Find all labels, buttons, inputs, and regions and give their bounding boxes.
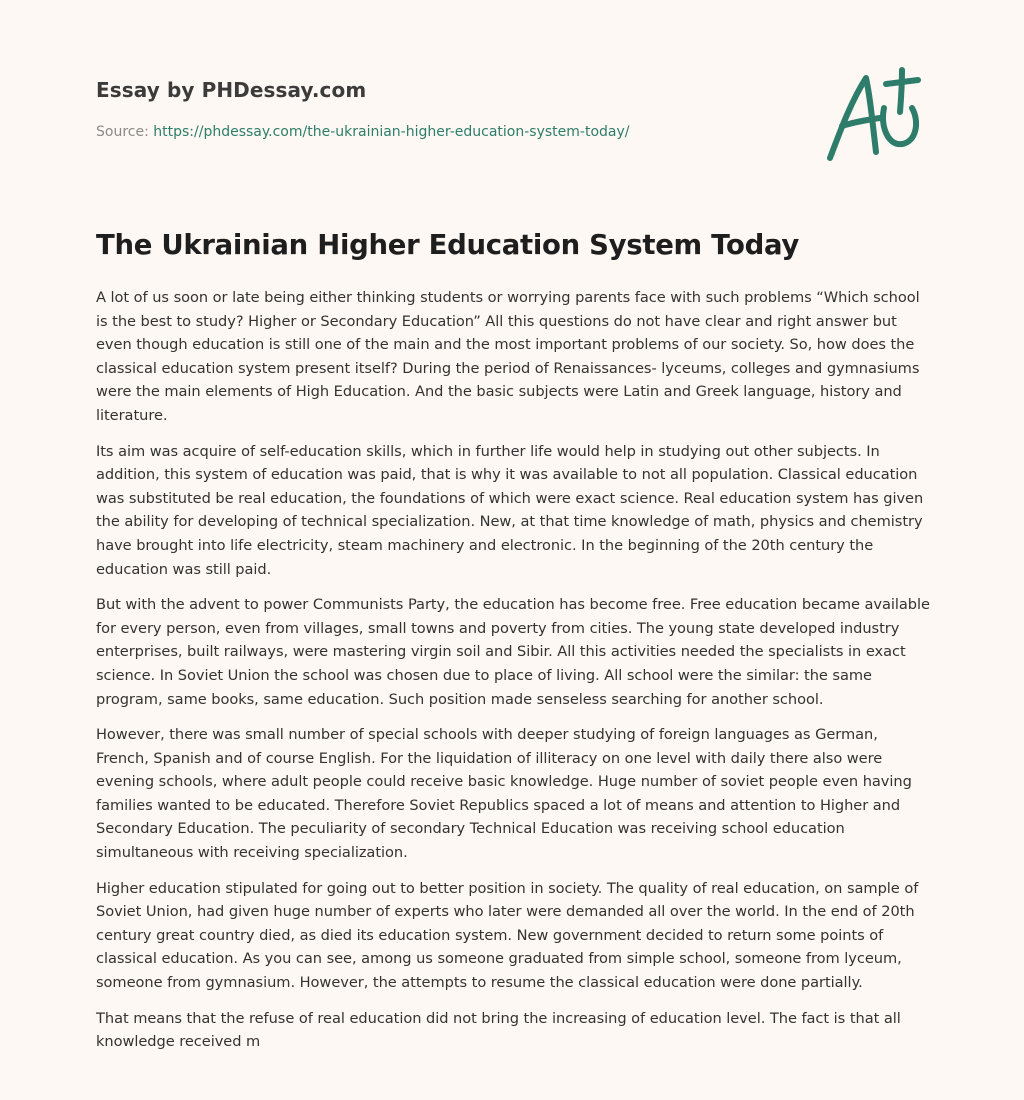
a-plus-grade-icon (820, 66, 930, 166)
brand-title: Essay by PHDessay.com (96, 78, 367, 102)
source-line (96, 122, 796, 142)
essay-paragraph: Higher education stipulated for going out to better position in society. The quality of real education, on sample of Soviet Union, had given huge number of experts who later were demanded all over the world. In the end of 20th century great country died, as died its education system. New government decided to return some points of classical education. As you can see, among us someone graduated from simple school, someone from lyceum, someone from gymnasium. However, the attempts to resume the classical education were done partially. (96, 879, 919, 992)
essay-title: The Ukrainian Higher Education System Today (96, 229, 800, 261)
essay-header (96, 76, 796, 142)
essay-paragraph: A lot of us soon or late being either thinking students or worrying parents face with such problems “Which school is the best to study? Higher or Secondary Education” All this questions do not have clear and right answer but even though education is still one of the main and the most important problems of our society. So, how does the classical education system present itself? During the period of Renaissances- lyceums, colleges and gymnasiums were the main elements of High Education. And the basic subjects were Latin and Greek language, history and literature. (96, 289, 920, 424)
essay-paragraph: That means that the refuse of real education did not bring the increasing of education level. The fact is that all knowledge received m (96, 1009, 901, 1051)
essay-body (96, 286, 932, 1066)
source-label: Source: (96, 124, 149, 140)
a-plus-logo-svg (820, 66, 930, 166)
essay-paragraph: Its aim was acquire of self-education skills, which in further life would help in studying out other subjects. In addition, this system of education was paid, that is why it was available to not all population. Classical education was substituted be real education, the foundations of which were exact science. Real education system has given the ability for developing of technical specialization. New, at that time knowledge of math, physics and chemistry have brought into life electricity, steam machinery and electronic. In the beginning of the 20th century the education was still paid. (96, 442, 924, 578)
source-link[interactable]: https://phdessay.com/the-ukrainian-higher-education-system-today/ (153, 124, 630, 140)
essay-paragraph: However, there was small number of special schools with deeper studying of foreign languages as German, French, Spanish and of course English. For the liquidation of illiteracy on one level with daily there also were evening schools, where adult people could receive basic knowledge. Huge number of soviet people even having families wanted to be educated. Therefore Soviet Republics spaced a lot of means and attention to Higher and Secondary Education. The peculiarity of secondary Technical Education was receiving school education simultaneous with receiving specialization. (96, 726, 912, 862)
essay-paragraph: But with the advent to power Communists Party, the education has become free. Free education became available for every person, even from villages, small towns and poverty from cities. The young state developed industry enterprises, built railways, were mastering virgin soil and Sibir. All this activities needed the specialists in exact science. In Soviet Union the school was chosen due to place of living. All school were the similar: the same program, same books, same education. Such position made senseless searching for another school. (96, 596, 930, 708)
